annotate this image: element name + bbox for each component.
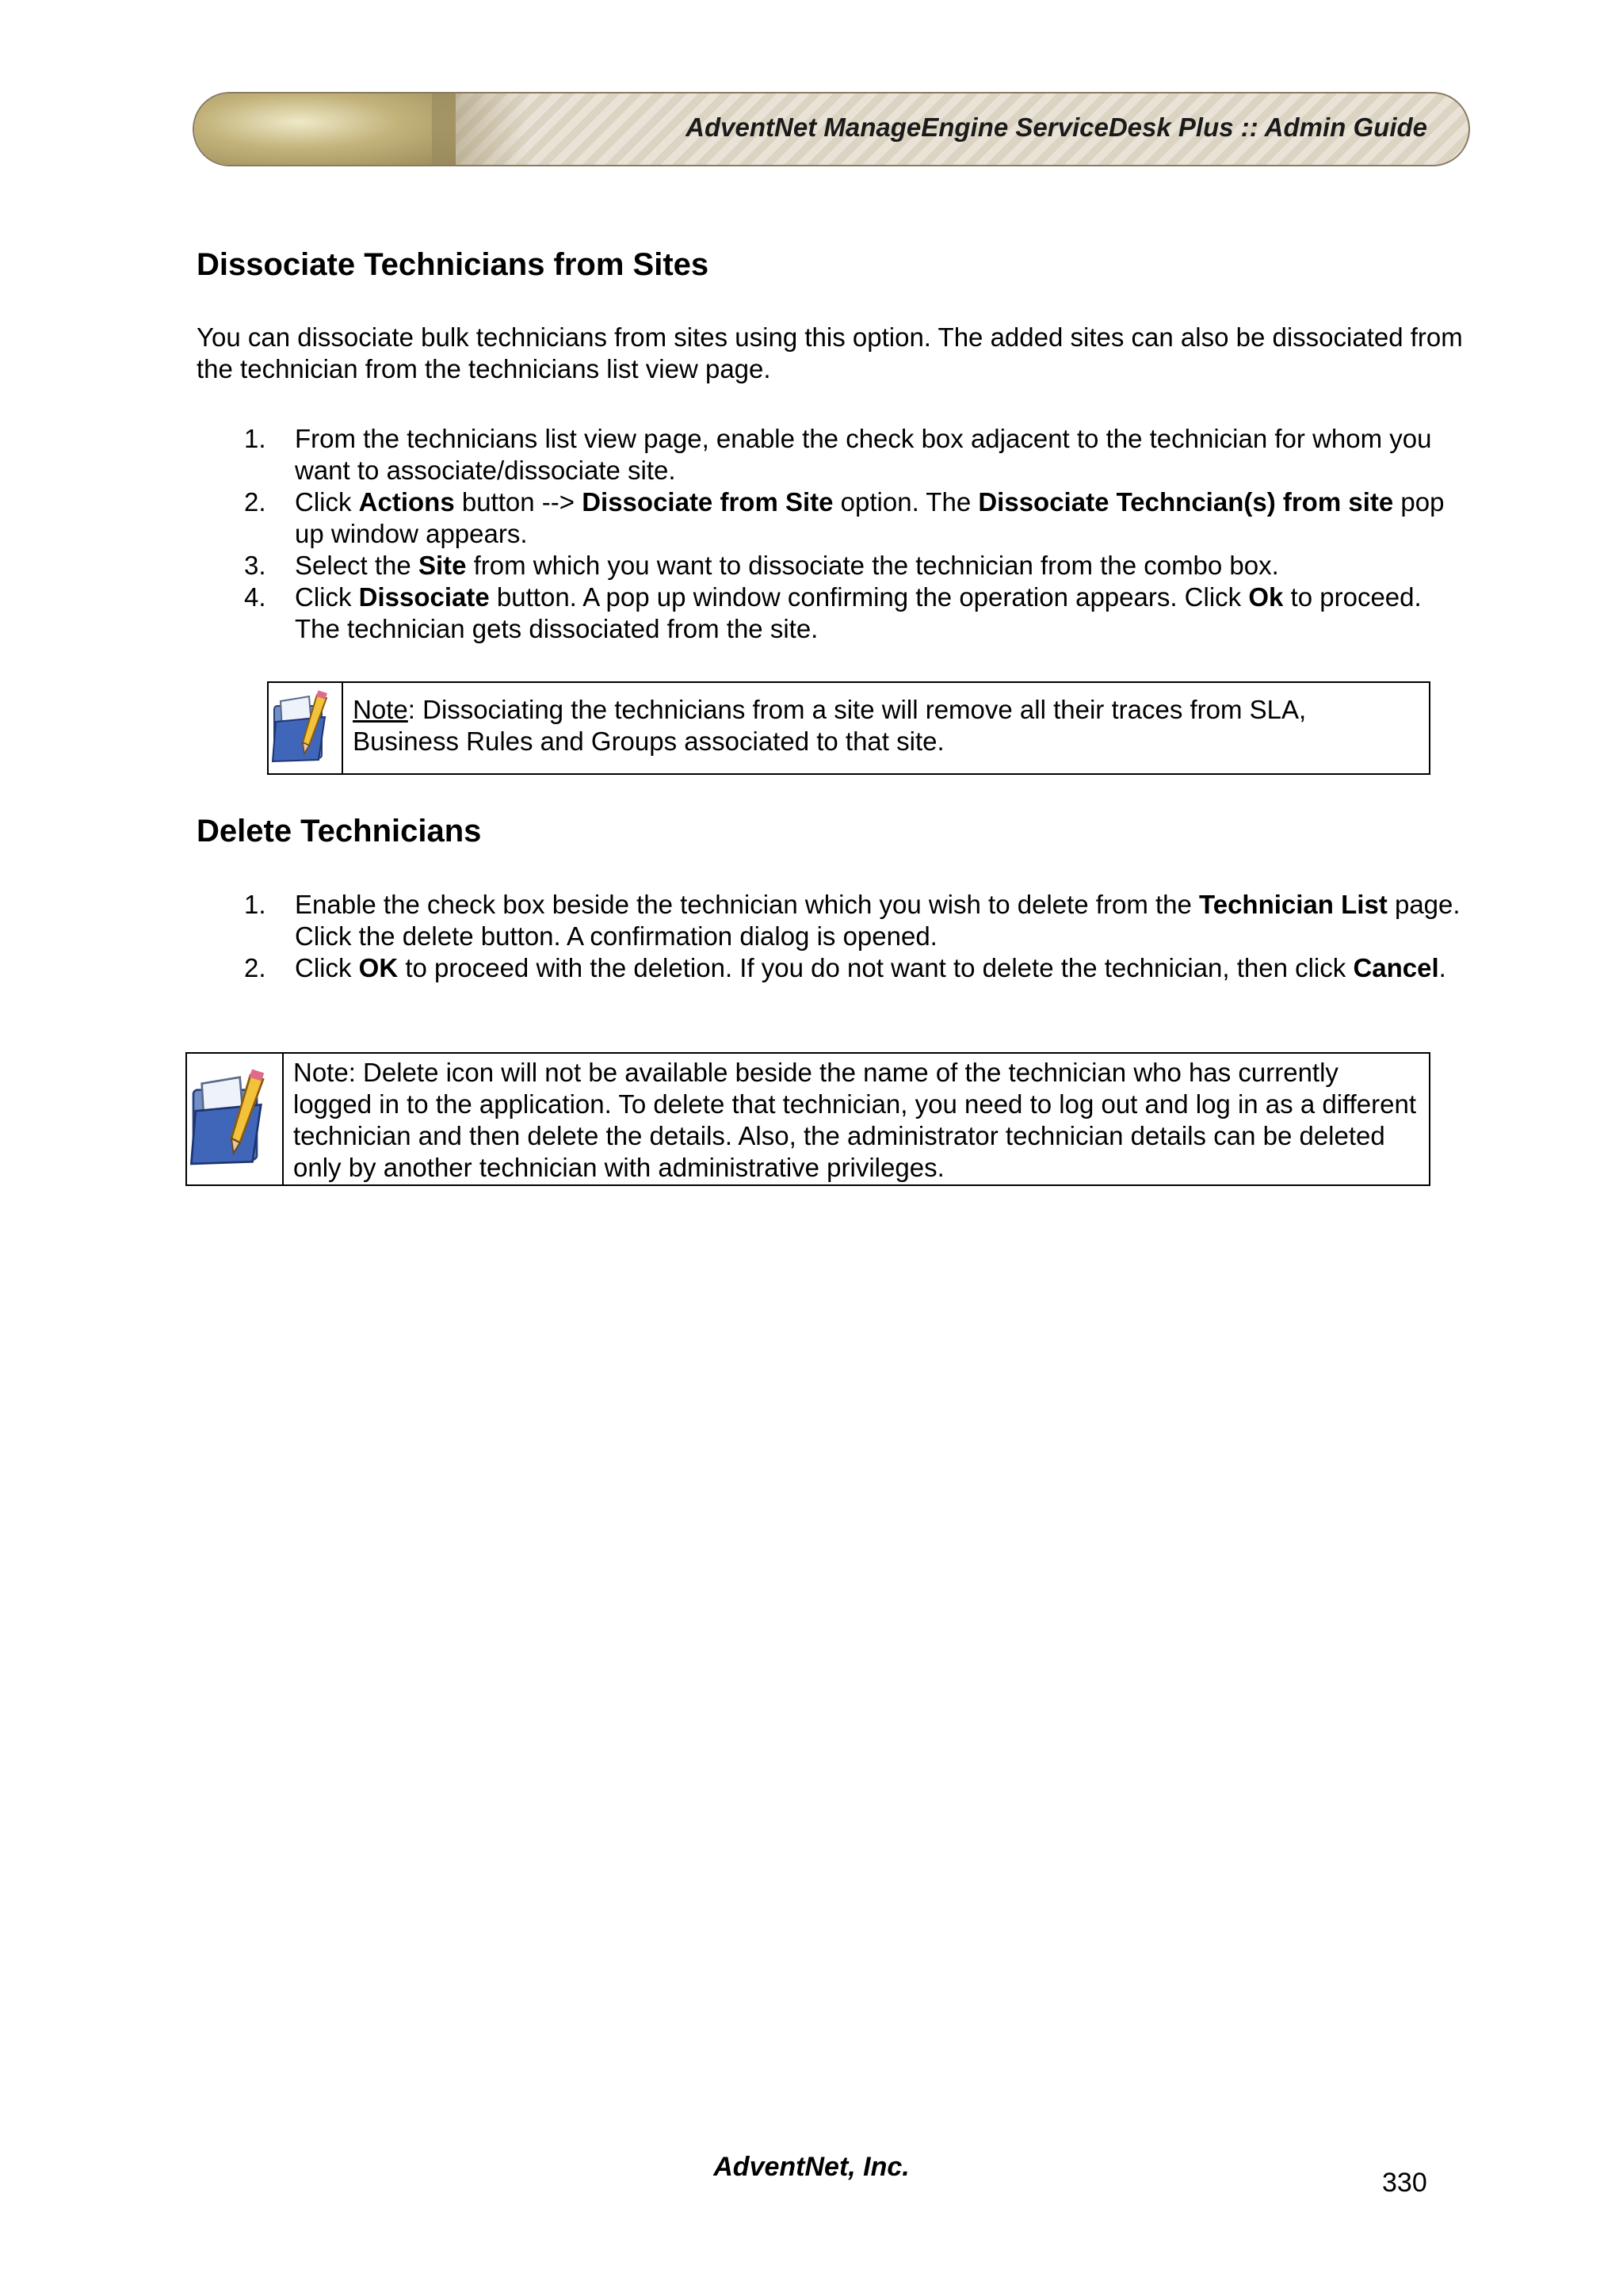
header-banner bbox=[193, 92, 1470, 166]
footer-company: AdventNet, Inc. bbox=[713, 2152, 910, 2182]
step-text: Click bbox=[295, 582, 359, 612]
dissociate-steps bbox=[197, 423, 1465, 645]
note-label: Note bbox=[353, 695, 408, 724]
step-text: page. Click the delete button. A confirmation dialog is opened. bbox=[295, 890, 1461, 951]
note-box-dissociate bbox=[267, 681, 1430, 775]
step-bold: OK bbox=[358, 953, 399, 982]
step-text: Click bbox=[295, 953, 359, 982]
note-folder-pencil-icon bbox=[187, 1069, 282, 1170]
list-number: 1. bbox=[244, 890, 266, 919]
note-body: : Dissociating the technicians from a site will remove all their traces from SLA, Business Rules and Groups associated to that site. bbox=[353, 695, 1307, 756]
list-item bbox=[197, 550, 1465, 582]
step-text: From the technicians list view page, enable the check box adjacent to the technician for whom you want to associate/dissociate site. bbox=[295, 424, 1432, 485]
page-number: 330 bbox=[1382, 2168, 1427, 2198]
dissociate-intro: You can dissociate bulk technicians from sites using this option. The added sites can also be dissociated from the technician from the technicians list view page. bbox=[197, 322, 1463, 383]
step-bold: Dissociate bbox=[358, 582, 490, 612]
note-text: Note: Delete icon will not be available beside the name of the technician who has currently logged in to the application. To delete that technician, you need to log out and log in as a different technician and then delete the details. Also, the administrator technician details can be deleted only by another technician with administrative privileges. bbox=[293, 1058, 1416, 1182]
step-bold: Cancel bbox=[1353, 953, 1439, 982]
list-number: 1. bbox=[244, 424, 266, 453]
step-text: to proceed with the deletion. If you do not want to delete the technician, then click bbox=[398, 953, 1354, 982]
step-text: Select the bbox=[295, 551, 418, 580]
step-text: pop up window appears. bbox=[295, 487, 1445, 548]
list-number: 4. bbox=[244, 582, 266, 612]
section-heading-delete: Delete Technicians bbox=[197, 814, 482, 849]
step-text: . bbox=[1438, 953, 1446, 982]
step-text: Enable the check box beside the technician which you wish to delete from the bbox=[295, 890, 1200, 919]
list-item bbox=[197, 486, 1465, 550]
step-text: button --> bbox=[454, 487, 582, 517]
list-number: 2. bbox=[244, 953, 266, 982]
list-item bbox=[197, 952, 1465, 984]
delete-steps bbox=[197, 889, 1465, 984]
header-title: AdventNet ManageEngine ServiceDesk Plus :: Admin Guide bbox=[685, 113, 1427, 142]
step-text: Click bbox=[295, 487, 359, 517]
step-text: option. The bbox=[833, 487, 979, 517]
banner-fade bbox=[432, 93, 527, 165]
note-box-delete bbox=[185, 1052, 1430, 1186]
step-bold: Ok bbox=[1248, 582, 1284, 612]
step-bold: Site bbox=[418, 551, 467, 580]
step-text: to proceed. The technician gets dissociated from the site. bbox=[295, 582, 1422, 643]
section-heading-dissociate: Dissociate Technicians from Sites bbox=[197, 247, 709, 282]
step-bold: Dissociate from Site bbox=[582, 487, 834, 517]
step-text: from which you want to dissociate the technician from the combo box. bbox=[466, 551, 1279, 580]
list-item bbox=[197, 889, 1465, 952]
list-item bbox=[197, 582, 1465, 645]
note-folder-pencil-icon bbox=[269, 690, 341, 766]
step-bold: Technician List bbox=[1199, 890, 1388, 919]
list-item bbox=[197, 423, 1465, 486]
banner-decoration bbox=[194, 93, 456, 165]
note-icon-cell bbox=[187, 1054, 284, 1184]
note-text bbox=[343, 683, 1429, 773]
step-text: button. A pop up window confirming the operation appears. Click bbox=[489, 582, 1249, 612]
list-number: 2. bbox=[244, 487, 266, 517]
list-number: 3. bbox=[244, 551, 266, 580]
step-bold: Dissociate Techncian(s) from site bbox=[978, 487, 1394, 517]
step-bold: Actions bbox=[358, 487, 455, 517]
note-icon-cell bbox=[269, 683, 343, 773]
